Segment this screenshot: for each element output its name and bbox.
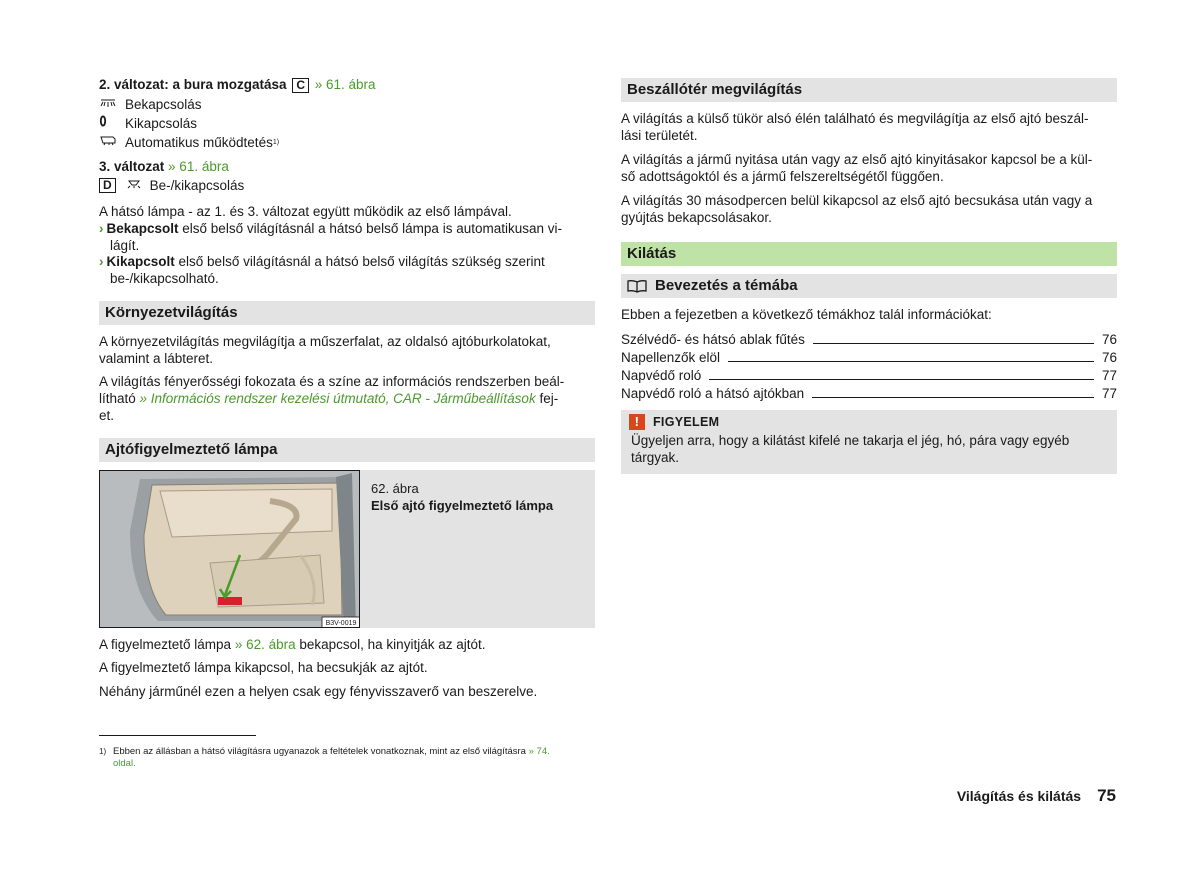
door-warning-p1 bbox=[99, 636, 595, 653]
door-panel-image bbox=[99, 470, 360, 628]
toc-item-label: Szélvédő- és hátsó ablak fűtés bbox=[621, 332, 805, 347]
warning-text-l1: Ügyeljen arra, hogy a kilátást kifelé ne takarja el jég, hó, pára vagy egyéb bbox=[631, 433, 1070, 448]
ambient-p2-l2-end: fej- bbox=[535, 391, 559, 406]
entry-p3-l1: A világítás 30 másodpercen belül kikapcsol az első ajtó becsukása után vagy a bbox=[621, 193, 1093, 208]
toc-leader bbox=[709, 379, 1094, 380]
door-warning-p3: Néhány járműnél ezen a helyen csak egy fényvisszaverő van beszerelve. bbox=[99, 684, 538, 699]
toc-item[interactable] bbox=[621, 330, 1117, 348]
warning-icon: ! bbox=[629, 414, 645, 430]
door-warning-p1-end: bekapcsol, ha kinyitják az ajtót. bbox=[295, 637, 486, 652]
figure-title: Első ajtó figyelmeztető lámpa bbox=[371, 498, 554, 513]
bullet-arrow-icon: › bbox=[99, 221, 104, 236]
toc-item[interactable] bbox=[621, 348, 1117, 366]
footnote-page-link[interactable]: » 74. bbox=[528, 746, 550, 757]
infotainment-manual-link[interactable]: » Információs rendszer kezelési útmutató, CAR - Járműbeállítások bbox=[139, 391, 536, 406]
variant3-item bbox=[99, 177, 595, 194]
ambient-p2-l1: A világítás fényerősségi fokozata és a színe az információs rendszerben beál- bbox=[99, 374, 565, 389]
ambient-p2-l3: et. bbox=[99, 408, 115, 423]
footer-section-title: Világítás és kilátás bbox=[956, 788, 1082, 804]
footnote-text: Ebben az állásban a hátsó világításra ugyanazok a feltételek vonatkoznak, mint az első világításra bbox=[113, 746, 529, 757]
toc-item-page: 76 bbox=[1101, 350, 1117, 365]
variant3-label: 3. változat bbox=[99, 159, 165, 174]
section-door-warning-heading: Ajtófigyelmeztető lámpa bbox=[99, 438, 595, 462]
figure-62-link[interactable]: » 62. ábra bbox=[234, 637, 296, 652]
toc-item-label: Napvédő roló a hátsó ajtókban bbox=[621, 386, 805, 401]
bullet-arrow-icon: › bbox=[99, 254, 104, 269]
bullet-on-cont: lágít. bbox=[110, 238, 140, 253]
warning-box bbox=[621, 410, 1117, 474]
variant2-line bbox=[99, 76, 595, 93]
map-light-icon bbox=[126, 177, 150, 194]
toc-item-label: Napvédő roló bbox=[621, 368, 702, 383]
toc-item-label: Napellenzők elöl bbox=[621, 350, 721, 365]
variant3-line bbox=[99, 158, 595, 175]
ambient-p2-l2 bbox=[99, 390, 595, 407]
entry-p1-l2: lási területét. bbox=[621, 128, 698, 143]
page-footer bbox=[957, 786, 1116, 806]
section-ambient-heading: Környezetvilágítás bbox=[99, 301, 595, 325]
bullet-off bbox=[99, 253, 595, 270]
item-auto bbox=[99, 134, 595, 151]
bullet-off-bold: Kikapcsolt bbox=[106, 254, 175, 269]
footnote-page-link-cont[interactable]: oldal. bbox=[113, 758, 136, 769]
figure-number: 62. ábra bbox=[371, 481, 419, 496]
toc-leader bbox=[728, 361, 1094, 362]
variant3-ref-link[interactable]: » 61. ábra bbox=[168, 159, 229, 174]
intro-subheading bbox=[621, 274, 1117, 298]
toc-item-page: 77 bbox=[1101, 368, 1117, 383]
toc-item-page: 76 bbox=[1101, 332, 1117, 347]
door-warning-p2: A figyelmeztető lámpa kikapcsol, ha becsukják az ajtót. bbox=[99, 660, 428, 675]
rear-lamp-text: A hátsó lámpa - az 1. és 3. változat együtt működik az első lámpával. bbox=[99, 204, 512, 219]
item-on-label: Bekapcsolás bbox=[125, 97, 202, 112]
toc-list bbox=[621, 330, 1117, 402]
variant2-label: 2. változat: a bura mozgatása bbox=[99, 77, 287, 92]
figure-62 bbox=[99, 470, 595, 628]
badge-c: C bbox=[292, 78, 309, 93]
footnote-ref: 1) bbox=[272, 139, 280, 146]
warning-heading bbox=[629, 414, 1107, 430]
item-on bbox=[99, 96, 595, 113]
toc-item[interactable] bbox=[621, 384, 1117, 402]
figure-caption bbox=[371, 480, 553, 514]
bullet-on bbox=[99, 220, 595, 237]
footnote-mark: 1) bbox=[99, 747, 107, 756]
bullet-off-text: első belső világításnál a hátsó belső világítás szükség szerint bbox=[174, 254, 545, 269]
figure-code: B3V-0019 bbox=[325, 620, 357, 627]
door-warning-p1-text: A figyelmeztető lámpa bbox=[99, 637, 235, 652]
ambient-p2-l2-text: lítható bbox=[99, 391, 140, 406]
warning-title: FIGYELEM bbox=[653, 415, 720, 429]
item-off-label: Kikapcsolás bbox=[125, 116, 198, 131]
bullet-on-bold: Bekapcsolt bbox=[106, 221, 179, 236]
ambient-p1-l2: valamint a lábteret. bbox=[99, 351, 214, 366]
intro-subheading-text: Bevezetés a témába bbox=[655, 277, 798, 294]
item-off bbox=[99, 115, 595, 132]
entry-p3-l2: gyújtás bekapcsolásakor. bbox=[621, 210, 772, 225]
ceiling-light-icon bbox=[99, 96, 125, 113]
bullet-on-text: első belső világításnál a hátsó belső lámpa is automatikusan vi- bbox=[178, 221, 562, 236]
intro-text: Ebben a fejezetben a következő témákhoz talál információkat: bbox=[621, 307, 992, 322]
off-zero-icon bbox=[99, 115, 125, 132]
entry-p2-l2: ső adottságoktól és a jármű felszereltségétől függően. bbox=[621, 169, 944, 184]
variant3-item-label: Be-/kikapcsolás bbox=[149, 178, 245, 193]
book-icon bbox=[627, 279, 647, 293]
section-entry-light-heading: Beszállótér megvilágítás bbox=[621, 78, 1117, 102]
ambient-p1-l1: A környezetvilágítás megvilágítja a műszerfalat, az oldalsó ajtóburkolatokat, bbox=[99, 334, 551, 349]
bullet-off-cont: be-/kikapcsolható. bbox=[110, 271, 219, 286]
toc-leader bbox=[813, 343, 1094, 344]
door-light-icon bbox=[99, 134, 125, 151]
toc-item[interactable] bbox=[621, 366, 1117, 384]
entry-p1-l1: A világítás a külső tükör alsó élén található és megvilágítja az első ajtó beszál- bbox=[621, 111, 1089, 126]
item-auto-label: Automatikus működtetés bbox=[125, 135, 273, 150]
footnote bbox=[99, 746, 589, 770]
footnote-rule bbox=[99, 735, 256, 736]
section-view-heading: Kilátás bbox=[621, 242, 1117, 266]
warning-text-l2: tárgyak. bbox=[631, 450, 680, 465]
entry-p2-l1: A világítás a jármű nyitása után vagy az első ajtó kinyitásakor kapcsol be a kül- bbox=[621, 152, 1093, 167]
page-number: 75 bbox=[1097, 786, 1116, 805]
toc-leader bbox=[812, 397, 1094, 398]
badge-d: D bbox=[99, 178, 116, 193]
variant2-ref-link[interactable]: » 61. ábra bbox=[314, 77, 376, 92]
toc-item-page: 77 bbox=[1101, 386, 1117, 401]
